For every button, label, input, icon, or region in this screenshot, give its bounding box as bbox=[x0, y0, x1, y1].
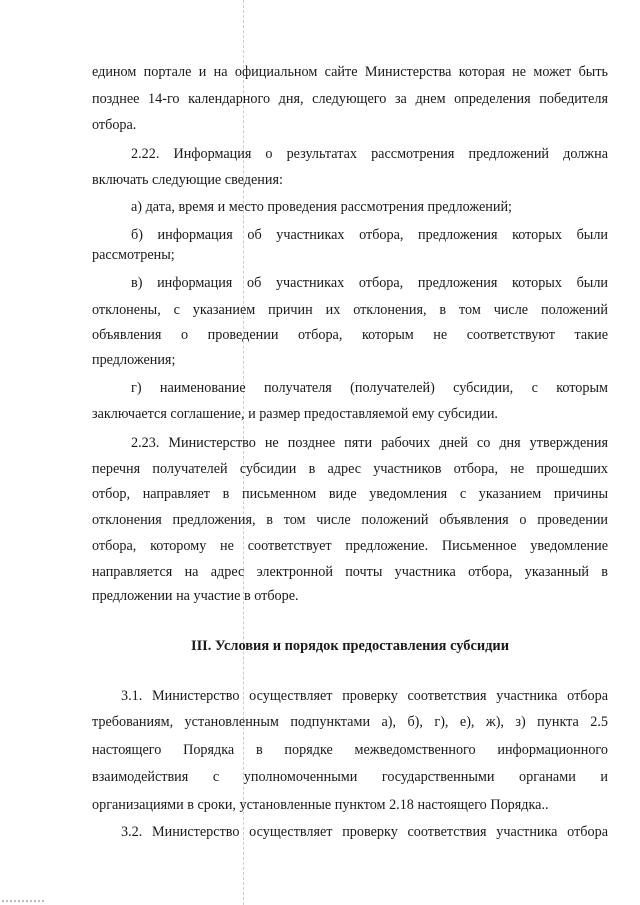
paragraph-3-2-line: 3.2. Министерство осуществляет проверку соответствия участника отбора bbox=[121, 824, 608, 840]
paragraph-2-22-line: 2.22. Информация о результатах рассмотрения предложений должна bbox=[131, 146, 608, 162]
list-item-v: в) информация об участниках отбора, предложения которых были bbox=[131, 275, 608, 291]
text-line: отбор, направляет в письменном виде уведомления с указанием причины bbox=[92, 486, 608, 502]
text-line: взаимодействия с уполномоченными государственными органами и bbox=[92, 769, 608, 785]
text-line: отбора, которому не соответствует предложение. Письменное уведомление bbox=[92, 538, 608, 554]
text-line: заключается соглашение, и размер предоставляемой ему субсидии. bbox=[92, 406, 498, 422]
paragraph-3-1-line: 3.1. Министерство осуществляет проверку соответствия участника отбора bbox=[121, 688, 608, 704]
text-line: настоящего Порядка в порядке межведомственного информационного bbox=[92, 742, 608, 758]
list-item-a: а) дата, время и место проведения рассмотрения предложений; bbox=[131, 199, 512, 215]
text-line: включать следующие сведения: bbox=[92, 172, 283, 188]
text-line: позднее 14-го календарного дня, следующего за днем определения победителя bbox=[92, 91, 608, 107]
text-line: предложения; bbox=[92, 352, 176, 368]
text-line: перечня получателей субсидии в адрес участников отбора, не прошедших bbox=[92, 461, 608, 477]
text-line: рассмотрены; bbox=[92, 247, 175, 263]
text-line: отбора. bbox=[92, 117, 137, 133]
paragraph-2-23-line: 2.23. Министерство не позднее пяти рабочих дней со дня утверждения bbox=[131, 435, 608, 451]
text-line: предложении на участие в отборе. bbox=[92, 588, 299, 604]
list-item-b: б) информация об участниках отбора, предложения которых были bbox=[131, 227, 608, 243]
list-item-g: г) наименование получателя (получателей) субсидии, с которым bbox=[131, 380, 608, 396]
text-line: отклонения предложения, в том числе положений объявления о проведении bbox=[92, 512, 608, 528]
text-line: направляется на адрес электронной почты участника отбора, указанный в bbox=[92, 564, 608, 580]
text-line: объявления о проведении отбора, которым не соответствуют такие bbox=[92, 327, 608, 343]
section-heading: III. Условия и порядок предоставления субсидии bbox=[190, 638, 510, 654]
text-line: едином портале и на официальном сайте Министерства которая не может быть bbox=[92, 64, 608, 80]
text-line: требованиям, установленным подпунктами а), б), г), е), ж), з) пункта 2.5 bbox=[92, 714, 608, 730]
text-line: отклонены, с указанием причин их отклонения, в том числе положений bbox=[92, 302, 608, 318]
scan-edge-dots bbox=[2, 900, 46, 902]
text-line: организациями в сроки, установленные пунктом 2.18 настоящего Порядка.. bbox=[92, 797, 549, 813]
